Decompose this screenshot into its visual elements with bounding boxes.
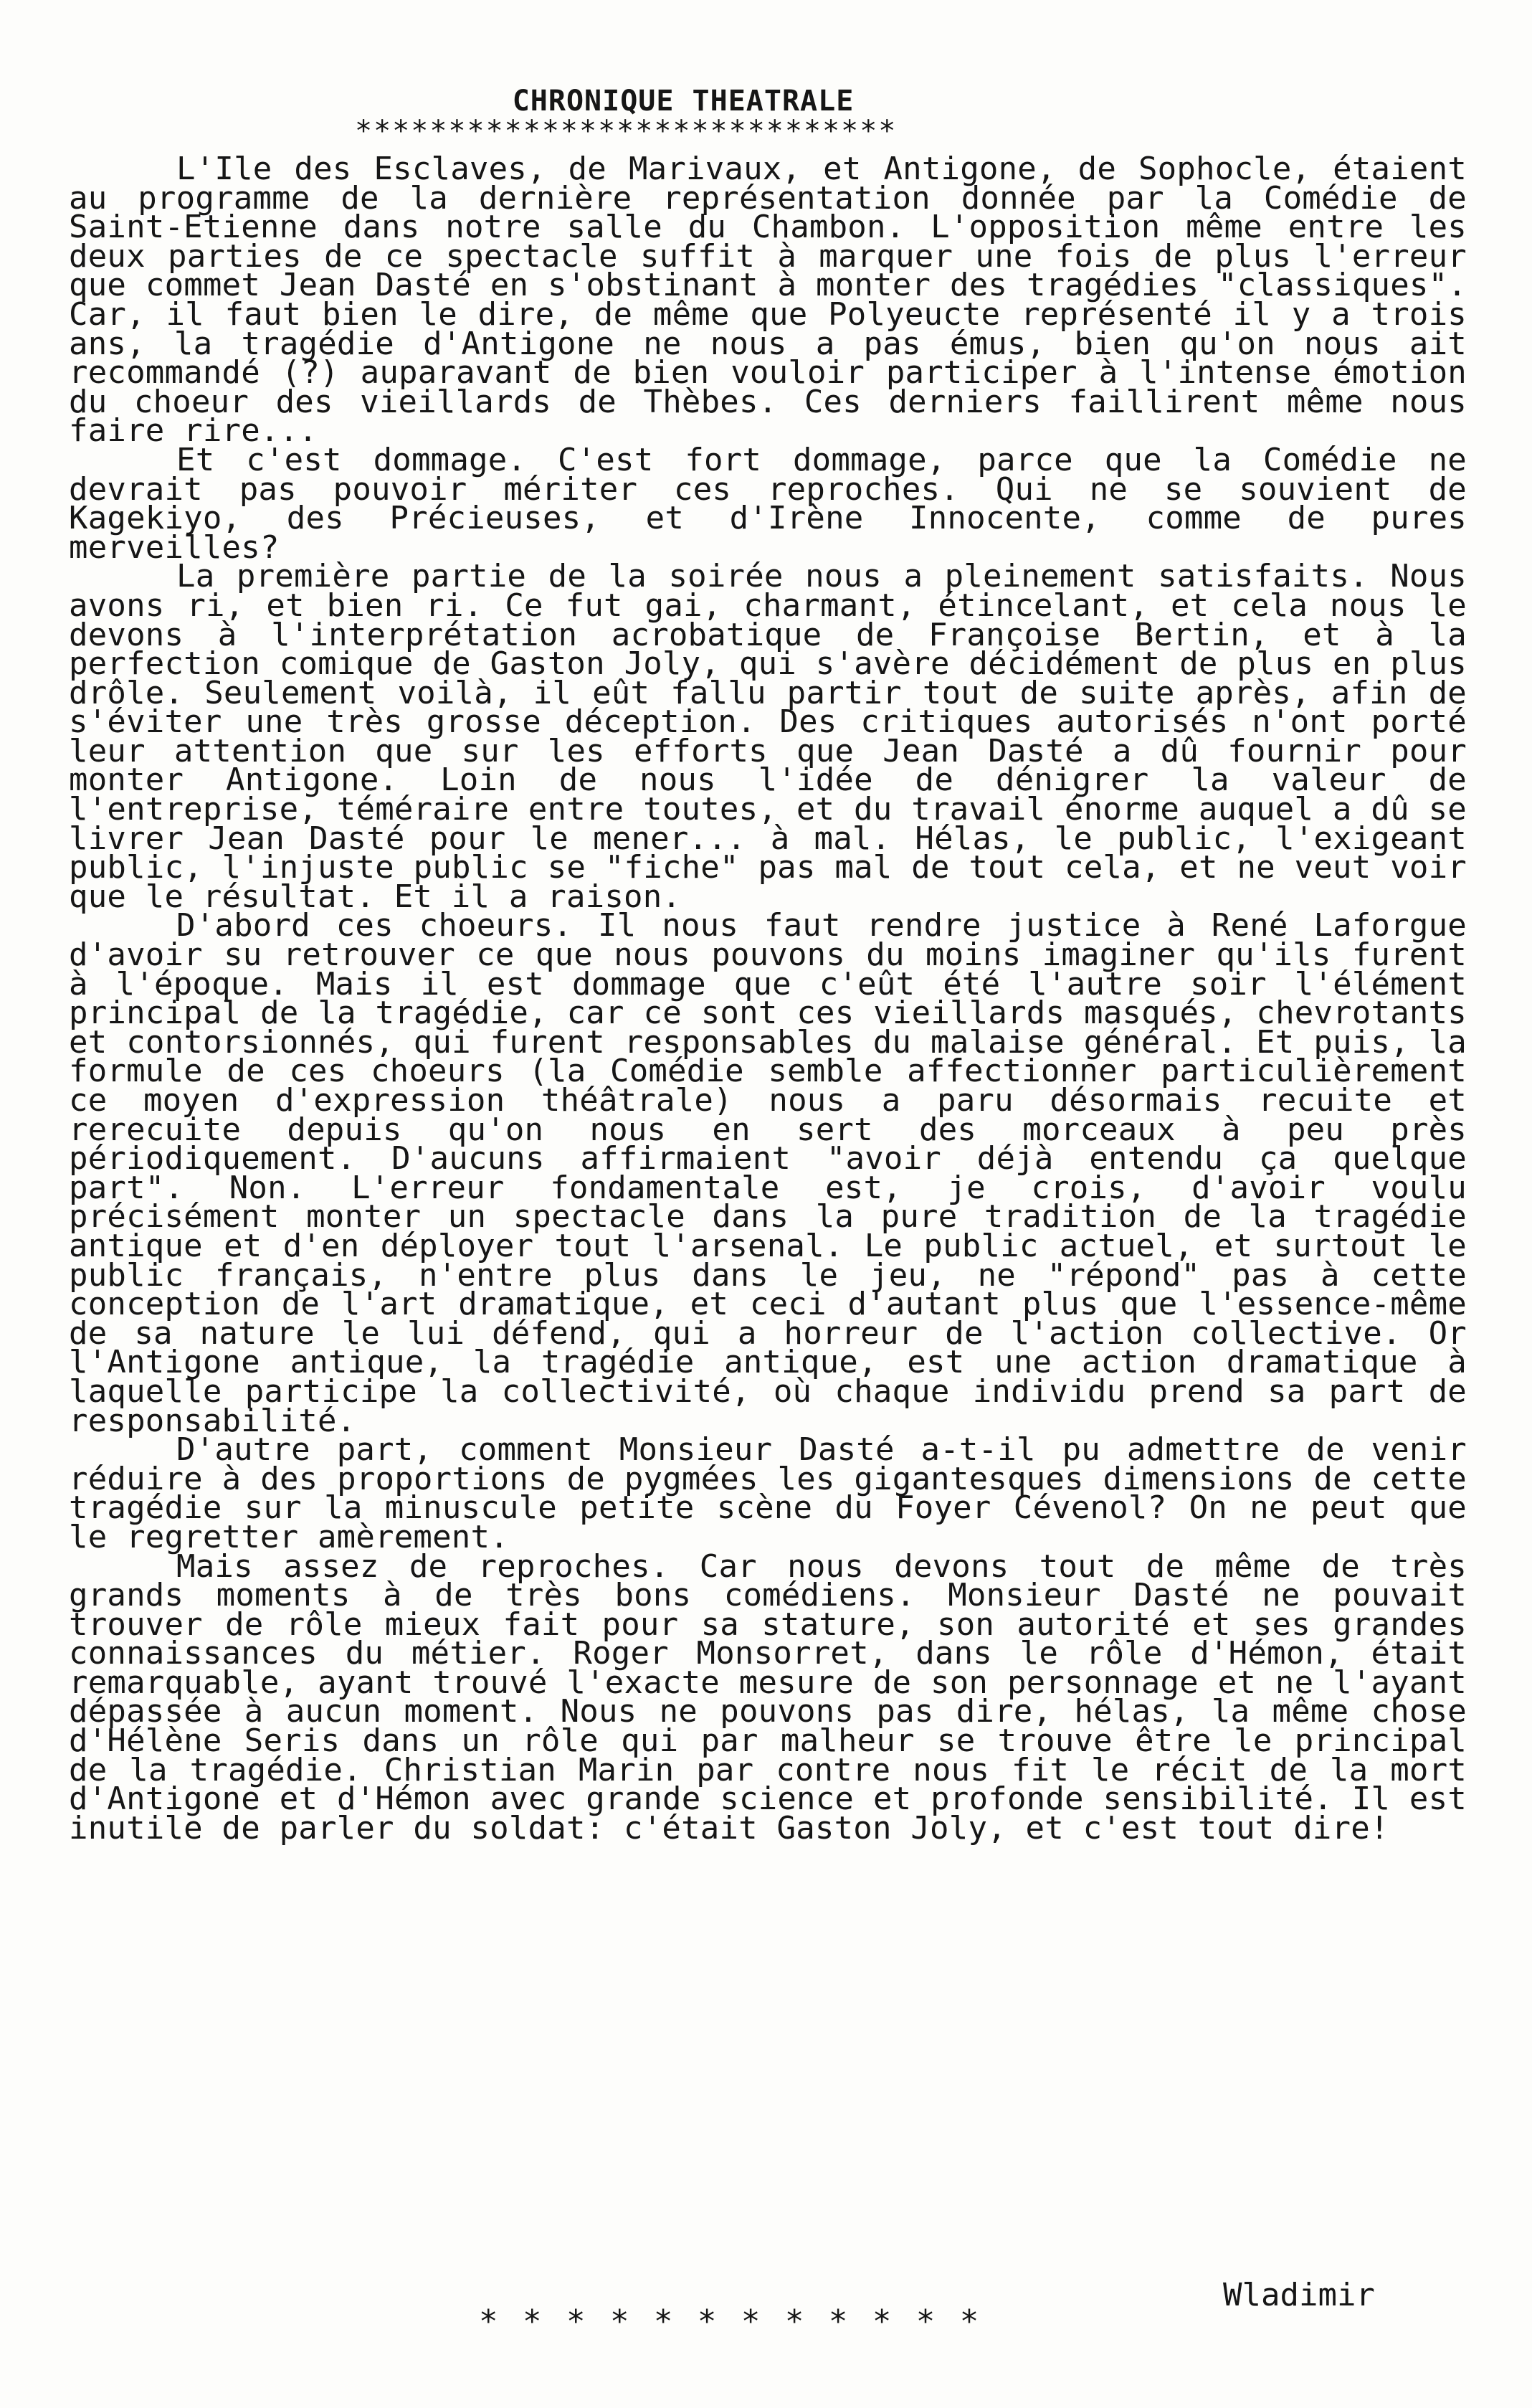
article-body <box>69 151 1467 1847</box>
paragraph: Et c'est dommage. C'est fort dommage, parce que la Comédie ne devrait pas pouvoir mériter ces reproches. Qui ne se souvient de Kagekiyo, des Précieuses, et d'Irène Innocente, comme de pures merveilles? <box>69 441 1467 566</box>
end-star-rule: * * * * * * * * * * * * <box>479 2303 982 2340</box>
title-star-rule: ***************************** <box>355 115 898 148</box>
paragraph: Mais assez de reproches. Car nous devons tout de même de très grands moments à de très bons comédiens. Monsieur Dasté ne pouvait trouver de rôle mieux fait pour sa stature, son autorité et ses grandes connaissances du métier. Roger Monsorret, dans le rôle d'Hémon, était remarquable, ayant trouvé l'exacte mesure de son personnage et ne l'ayant dépassée à aucun moment. Nous ne pouvons pas dire, hélas, la même chose d'Hélène Seris dans un rôle qui par malheur se trouve être le principal de la tragédie. Christian Marin par contre nous fit le récit de la mort d'Antigone et d'Hémon avec grande science et profonde sensibilité. Il est inutile de parler du soldat: c'était Gaston Joly, et c'est tout dire! <box>69 1547 1467 1847</box>
author-signature: Wladimir <box>1223 2277 1375 2313</box>
paragraph: La première partie de la soirée nous a pleinement satisfaits. Nous avons ri, et bien ri. Ce fut gai, charmant, étincelant, et cela nous le devons à l'interprétation acrobatique de Françoise Bertin, et à la perfection comique de Gaston Joly, qui s'avère décidément de plus en plus drôle. Seulement voilà, il eût fallu partir tout de suite après, afin de s'éviter une très grosse déception. Des critiques autorisés n'ont porté leur attention que sur les efforts que Jean Dasté a dû fournir pour monter Antigone. Loin de nous l'idée de dénigrer la valeur de l'entreprise, téméraire entre toutes, et du travail énorme auquel a dû se livrer Jean Dasté pour le mener... à mal. Hélas, le public, l'exigeant public, l'injuste public se "fiche" pas mal de tout cela, et ne veut voir que le résultat. Et il a raison. <box>69 558 1467 915</box>
paragraph: L'Ile des Esclaves, de Marivaux, et Antigone, de Sophocle, étaient au programme de la dernière représentation donnée par la Comédie de Saint-Etienne dans notre salle du Chambon. L'opposition même entre les deux parties de ce spectacle suffit à marquer une fois de plus l'erreur que commet Jean Dasté en s'obstinant à monter des tragédies "classiques". Car, il faut bien le dire, de même que Polyeucte représenté il y a trois ans, la tragédie d'Antigone ne nous a pas émus, bien qu'on nous ait recommandé (?) auparavant de bien vouloir participer à l'intense émotion du choeur des vieillards de Thèbes. Ces derniers faillirent même nous faire rire... <box>69 151 1467 450</box>
paragraph: D'abord ces choeurs. Il nous faut rendre justice à René Laforgue d'avoir su retrouver ce que nous pouvons du moins imaginer qu'ils furent à l'époque. Mais il est dommage que c'eût été l'autre soir l'élément principal de la tragédie, car ce sont ces vieillards masqués, chevrotants et contorsionnés, qui furent responsables du malaise général. Et puis, la formule de ces choeurs (la Comédie semble affectionner particulièrement ce moyen d'expression théâtrale) nous a paru désormais recuite et rerecuite depuis qu'on nous en sert des morceaux à peu près périodiquement. D'aucuns affirmaient "avoir déjà entendu ça quelque part". Non. L'erreur fondamentale est, je crois, d'avoir voulu précisément monter un spectacle dans la pure tradition de la tragédie antique et d'en déployer tout l'arsenal. Le public actuel, et surtout le public français, n'entre plus dans le jeu, ne "répond" pas à cette conception de l'art dramatique, et ceci d'autant plus que l'essence-même de sa nature le lui défend, qui a horreur de l'action collective. Or l'Antigone antique, la tragédie antique, est une action dramatique à laquelle participe la collectivité, où chaque individu prend sa part de responsabilité. <box>69 907 1467 1439</box>
paragraph: D'autre part, comment Monsieur Dasté a-t-il pu admettre de venir réduire à des proportions de pygmées les gigantesques dimensions de cette tragédie sur la minuscule petite scène du Foyer Cévenol? On ne peut que le regretter amèrement. <box>69 1431 1467 1555</box>
article-title: CHRONIQUE THEATRALE <box>512 85 855 118</box>
